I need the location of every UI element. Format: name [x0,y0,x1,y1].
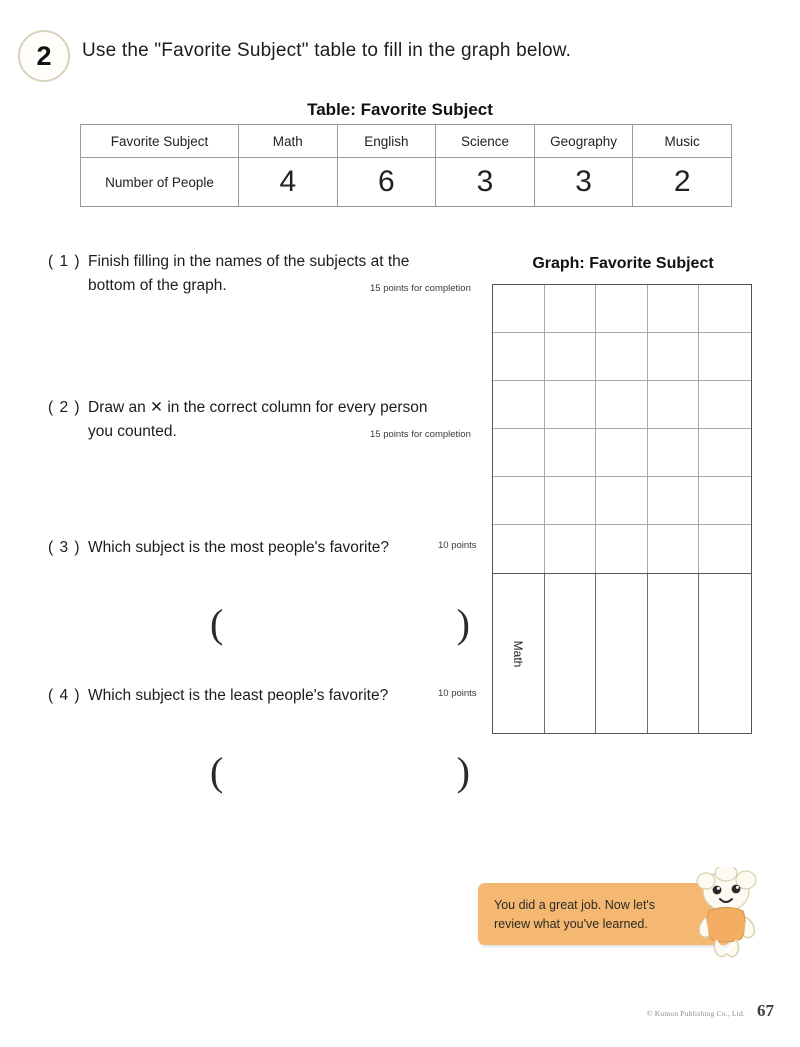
graph-cell[interactable] [545,525,597,573]
graph-cell[interactable] [699,333,751,381]
graph-cell[interactable] [493,285,545,333]
question-1-points: 15 points for completion [370,283,471,294]
answer-blank-question-4[interactable] [210,748,470,798]
graph-cell[interactable] [648,429,700,477]
question-1-number: ( 1 ) [48,253,81,270]
graph-cell[interactable] [699,525,751,573]
question-2-line1: Draw an ✕ in the correct column for every person [88,399,428,416]
question-2 [48,396,488,444]
graph-title: Graph: Favorite Subject [532,255,714,272]
table-row-label-people: Number of People [81,158,239,207]
graph-cell[interactable] [545,381,597,429]
answer-left-paren: ( [210,749,224,794]
graph-column-label-cell[interactable] [699,574,751,733]
table-value-english: 6 [337,158,436,207]
mascot-character-icon [676,867,768,959]
graph-cell[interactable] [648,285,700,333]
page-footer [647,1001,774,1021]
problem-header [0,28,800,88]
graph-cell[interactable] [596,333,648,381]
graph-tally-grid[interactable] [492,284,752,574]
table-title: Table: Favorite Subject [307,100,493,119]
answer-right-paren: ) [456,601,470,646]
answer-blank-question-3[interactable] [210,600,470,650]
question-4-points: 10 points [438,688,477,699]
graph-cell[interactable] [596,285,648,333]
favorite-subject-table [80,124,732,207]
table-value-music: 2 [633,158,732,207]
table-header-row [81,125,732,158]
graph-cell[interactable] [699,381,751,429]
graph-cell[interactable] [596,477,648,525]
graph-label-row [492,574,752,734]
table-header-english: English [337,125,436,158]
graph-column-label-text: Math [511,640,526,667]
graph-cell[interactable] [699,285,751,333]
graph-cell[interactable] [545,285,597,333]
question-3-number: ( 3 ) [48,539,81,556]
graph-cell[interactable] [648,525,700,573]
graph-cell[interactable] [493,333,545,381]
graph-cell[interactable] [699,429,751,477]
table-header-math: Math [239,125,338,158]
question-4-number: ( 4 ) [48,687,81,704]
graph-cell[interactable] [493,477,545,525]
callout-line-2: review what you've learned. [494,916,648,931]
question-3-line1: Which subject is the most people's favorite? [88,539,390,556]
question-4-line1: Which subject is the least people's favorite? [88,687,389,704]
graph-cell[interactable] [493,429,545,477]
page-number: 67 [757,1001,774,1020]
question-2-number: ( 2 ) [48,399,81,416]
graph-cell[interactable] [545,477,597,525]
graph-container [492,284,752,734]
question-4 [48,684,488,708]
question-1 [48,250,488,298]
graph-cell[interactable] [493,381,545,429]
callout-line-1: You did a great job. Now let's [494,898,656,912]
graph-cell[interactable] [493,525,545,573]
table-header-science: Science [436,125,535,158]
answer-right-paren: ) [456,749,470,794]
table-header-geography: Geography [534,125,633,158]
graph-cell[interactable] [648,381,700,429]
copyright-text: © Kumon Publishing Co., Ltd. [646,1009,745,1018]
question-3 [48,536,488,560]
question-1-line1: Finish filling in the names of the subjects at the [88,253,410,270]
graph-column-label-cell[interactable] [493,574,545,733]
question-2-points: 15 points for completion [370,429,471,440]
graph-cell[interactable] [545,333,597,381]
problem-instruction: Use the "Favorite Subject" table to fill in the graph below. [82,40,572,61]
question-1-line2: bottom of the graph. [88,277,227,295]
graph-cell[interactable] [648,477,700,525]
problem-number-badge: 2 [18,30,70,82]
table-header-music: Music [633,125,732,158]
graph-cell[interactable] [596,381,648,429]
graph-cell[interactable] [596,429,648,477]
answer-left-paren: ( [210,601,224,646]
table-row-label-subject: Favorite Subject [81,125,239,158]
graph-column-label-cell[interactable] [545,574,597,733]
table-value-science: 3 [436,158,535,207]
graph-cell[interactable] [596,525,648,573]
question-3-points: 10 points [438,540,477,551]
callout-text [494,896,684,934]
graph-cell[interactable] [545,429,597,477]
table-value-math: 4 [239,158,338,207]
table-value-geography: 3 [534,158,633,207]
graph-cell[interactable] [648,333,700,381]
table-value-row [81,158,732,207]
encouragement-callout [478,883,768,945]
graph-cell[interactable] [699,477,751,525]
graph-column-label-cell[interactable] [596,574,648,733]
question-2-line2: you counted. [88,423,177,441]
graph-column-label-cell[interactable] [648,574,700,733]
